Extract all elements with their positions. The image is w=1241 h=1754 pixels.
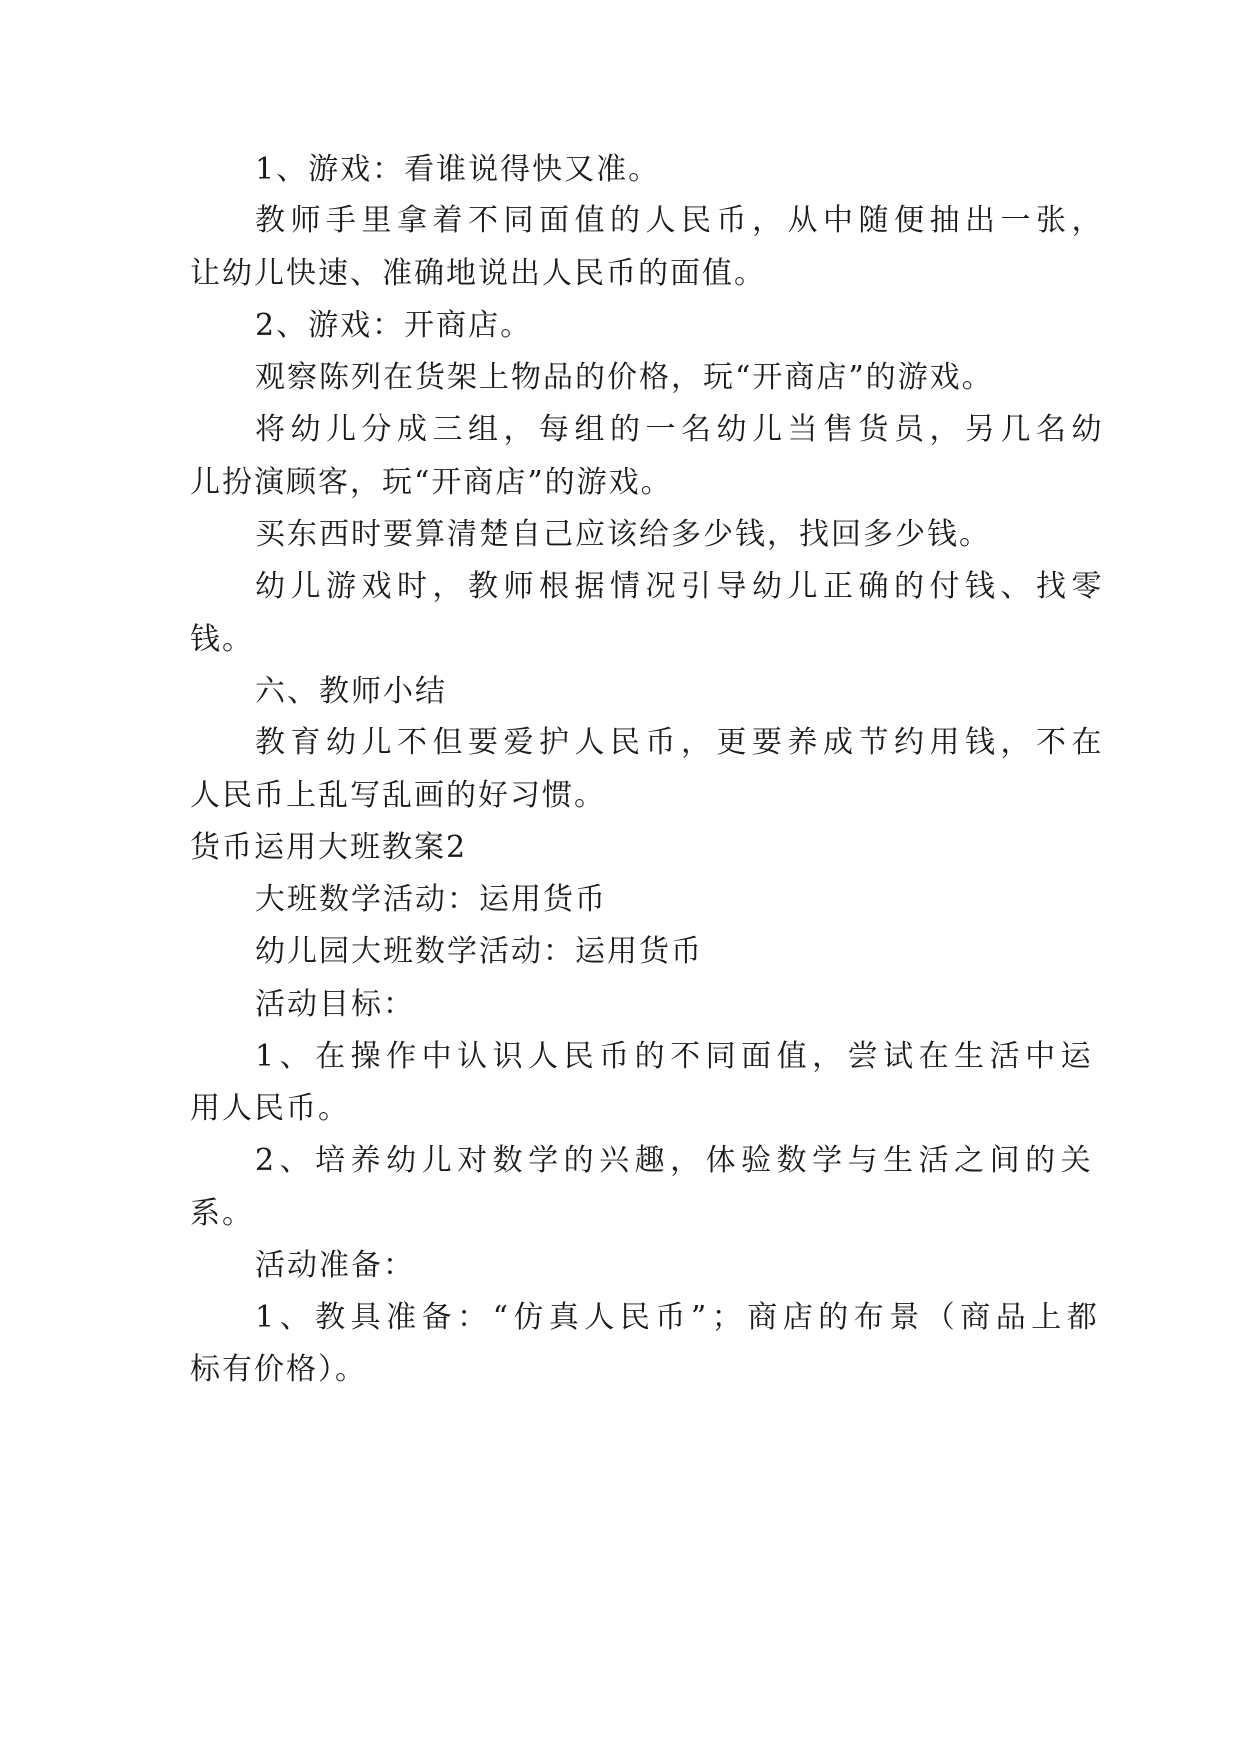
paragraph-line: 让幼儿快速、准确地说出人民币的面值。 <box>190 256 766 291</box>
paragraph-line: 2、培养幼儿对数学的兴趣，体验数学与生活之间的关 <box>255 1143 1097 1178</box>
paragraph-line: 系。 <box>190 1196 254 1231</box>
section-heading: 活动目标： <box>255 987 415 1022</box>
paragraph-line: 1、在操作中认识人民币的不同面值，尝试在生活中运 <box>255 1039 1097 1074</box>
paragraph-line: 2、游戏：开商店。 <box>255 308 533 343</box>
paragraph-line: 幼儿游戏时，教师根据情况引导幼儿正确的付钱、找零 <box>255 569 1107 604</box>
paragraph-line: 用人民币。 <box>190 1091 350 1126</box>
paragraph-line: 将幼儿分成三组，每组的一名幼儿当售货员，另几名幼 <box>255 412 1107 447</box>
paragraph-line: 儿扮演顾客，玩“开商店”的游戏。 <box>190 465 673 500</box>
section-heading: 六、教师小结 <box>255 674 447 709</box>
paragraph-line: 幼儿园大班数学活动：运用货币 <box>255 934 703 969</box>
paragraph-line: 标有价格）。 <box>190 1352 367 1387</box>
paragraph-line: 观察陈列在货架上物品的价格，玩“开商店”的游戏。 <box>255 360 994 395</box>
section-heading: 活动准备： <box>255 1248 415 1283</box>
paragraph-line: 教育幼儿不但要爱护人民币，更要养成节约用钱，不在 <box>255 725 1107 760</box>
paragraph-line: 教师手里拿着不同面值的人民币，从中随便抽出一张， <box>255 203 1107 238</box>
paragraph-line: 1、教具准备：“仿真人民币”；商店的布景（商品上都 <box>255 1300 1103 1335</box>
paragraph-line: 买东西时要算清楚自己应该给多少钱，找回多少钱。 <box>255 517 991 552</box>
paragraph-line: 大班数学活动：运用货币 <box>255 882 607 917</box>
paragraph-line: 1、游戏：看谁说得快又准。 <box>255 152 661 187</box>
document-title: 货币运用大班教案2 <box>190 830 468 865</box>
paragraph-line: 人民币上乱写乱画的好习惯。 <box>190 778 606 813</box>
paragraph-line: 钱。 <box>190 622 254 657</box>
